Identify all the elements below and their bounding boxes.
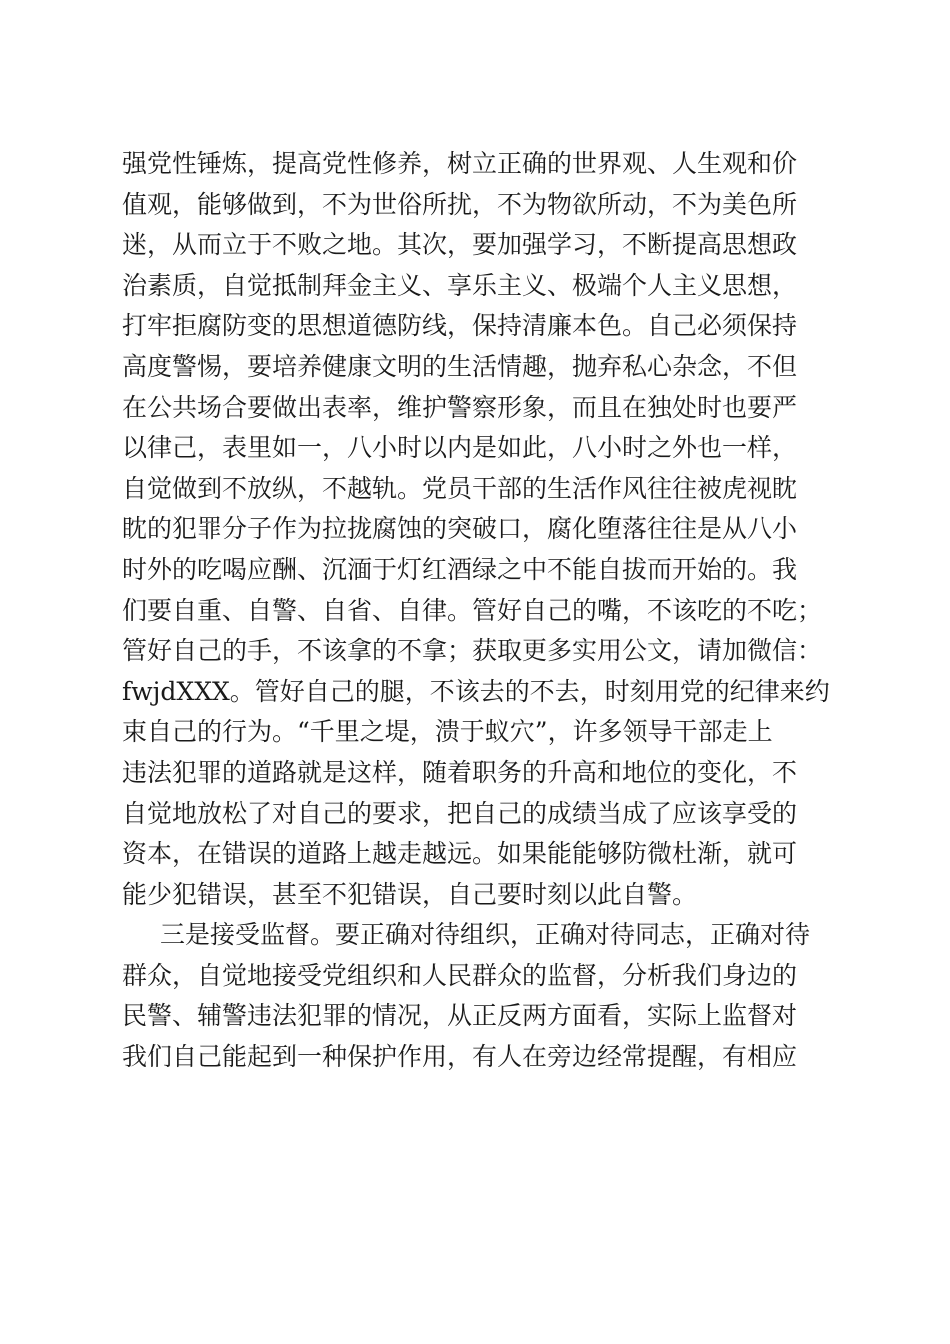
text-line: 管好自己的手，不该拿的不拿；获取更多实用公文，请加微信： xyxy=(122,636,823,666)
text-line: 治素质，自觉抵制拜金主义、享乐主义、极端个人主义思想， xyxy=(122,270,798,300)
text-line: 眈的犯罪分子作为拉拢腐蚀的突破口，腐化堕落往往是从八小 xyxy=(122,514,798,544)
text-line: 以律己，表里如一，八小时以内是如此，八小时之外也一样， xyxy=(122,433,798,463)
text-line: 打牢拒腐防变的思想道德防线，保持清廉本色。自己必须保持 xyxy=(122,311,798,341)
text-line: 违法犯罪的道路就是这样，随着职务的升高和地位的变化，不 xyxy=(122,757,798,787)
text-line: 们要自重、自警、自省、自律。管好自己的嘴，不该吃的不吃； xyxy=(122,595,823,625)
text-line: 群众，自觉地接受党组织和人民群众的监督，分析我们身边的 xyxy=(122,960,798,990)
text-line: 束自己的行为。“千里之堤，溃于蚁穴”，许多领导干部走上 xyxy=(122,717,773,747)
text-line: 高度警惕，要培养健康文明的生活情趣，抛弃私心杂念，不但 xyxy=(122,351,798,381)
text-line: fwjdXXX。管好自己的腿，不该去的不去，时刻用党的纪律来约 xyxy=(122,676,830,706)
text-line: 资本，在错误的道路上越走越远。如果能能够防微杜渐，就可 xyxy=(122,839,798,869)
text-line: 自觉做到不放纵，不越轨。党员干部的生活作风往往被虎视眈 xyxy=(122,473,798,503)
text-line: 值观，能够做到，不为世俗所扰，不为物欲所动，不为美色所 xyxy=(122,189,798,219)
text-line: 在公共场合要做出表率，维护警察形象，而且在独处时也要严 xyxy=(122,392,798,422)
paragraph-start-line: 三是接受监督。要正确对待组织，正确对待同志，正确对待 xyxy=(160,920,811,950)
text-line: 我们自己能起到一种保护作用，有人在旁边经常提醒，有相应 xyxy=(122,1042,798,1072)
text-line: 强党性锤炼，提高党性修养，树立正确的世界观、人生观和价 xyxy=(122,149,798,178)
text-line: 能少犯错误，甚至不犯错误，自己要时刻以此自警。 xyxy=(122,879,698,909)
text-line: 时外的吃喝应酬、沉湎于灯红酒绿之中不能自拔而开始的。我 xyxy=(122,554,798,584)
body-text xyxy=(122,144,832,1078)
text-line: 迷，从而立于不败之地。其次，要加强学习，不断提高思想政 xyxy=(122,230,798,260)
text-line: 自觉地放松了对自己的要求，把自己的成绩当成了应该享受的 xyxy=(122,798,798,828)
text-line: 民警、辅警违法犯罪的情况，从正反两方面看，实际上监督对 xyxy=(122,1001,798,1031)
